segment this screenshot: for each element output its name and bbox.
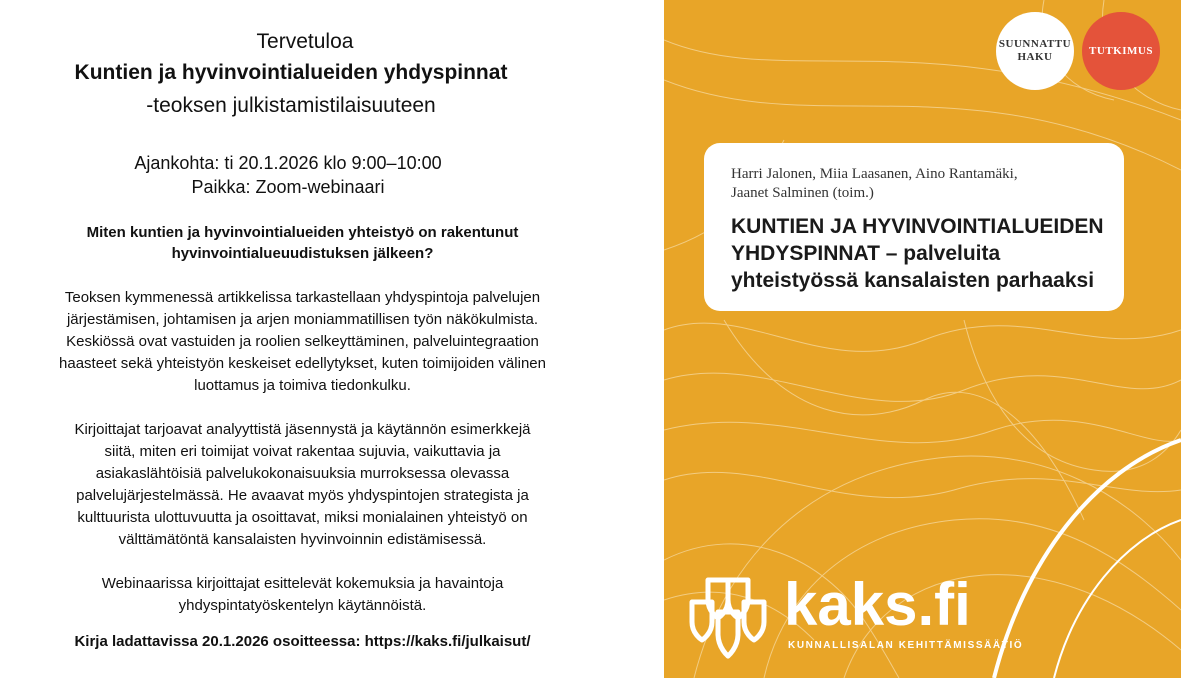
paragraph-2: [0, 419, 605, 551]
book-cover: [664, 0, 1181, 678]
paragraph-line: haasteet sekä yhteistyön keskeiset edellytykset, kuten toimijoiden välinen: [59, 355, 546, 372]
paragraph-line: yhdyspintatyöskentelyn käytännöistä.: [178, 597, 427, 614]
book-title: [731, 213, 1121, 294]
suunnattu-haku-badge: [996, 12, 1074, 90]
paragraph-3: [0, 573, 605, 617]
paragraph-line: välttämätöntä kansalaisten hyvinvoinnin edistämisessä.: [118, 531, 487, 548]
badge-line: SUUNNATTU: [998, 38, 1072, 50]
paragraph-line: luottamus ja toimiva tiedonkulku.: [194, 377, 411, 394]
kaks-logo-text: kaks.fi: [784, 571, 971, 638]
event-place: Paikka: Zoom-webinaari: [191, 177, 385, 197]
paragraph-line: palvelujärjestelmässä. He avaavat myös yhdyspintojen strategista ja: [76, 487, 529, 504]
author-line: Jaanet Salminen (toim.): [731, 185, 874, 201]
paragraph-1: [0, 287, 605, 397]
badge-label: TUTKIMUS: [1089, 44, 1153, 57]
download-link-text[interactable]: Kirja ladattavissa 20.1.2026 osoitteessa: https://kaks.fi/julkaisut/: [74, 633, 531, 650]
event-title: Kuntien ja hyvinvointialueiden yhdyspinnat: [74, 61, 508, 84]
tutkimus-badge: [1082, 12, 1160, 90]
title-card: [704, 143, 1124, 311]
kaks-logo-icon: [688, 572, 778, 662]
lead-question: [0, 222, 605, 264]
paragraph-line: Keskiössä ovat vastuiden ja roolien selkeyttäminen, palveluintegraation: [66, 333, 539, 350]
event-time: Ajankohta: ti 20.1.2026 klo 9:00–10:00: [134, 153, 442, 173]
event-subtitle: -teoksen julkistamistilaisuuteen: [146, 94, 436, 117]
paragraph-line: siitä, miten eri toimijat voivat rakentaa sujuvia, vaikuttavia ja: [104, 443, 501, 460]
paragraph-line: Teoksen kymmenessä artikkelissa tarkastellaan yhdyspintoja palvelujen: [64, 289, 541, 306]
welcome-text: Tervetuloa: [256, 30, 354, 53]
book-title-line: YHDYSPINNAT – palveluita: [731, 242, 1001, 265]
book-title-line: yhteistyössä kansalaisten parhaaksi: [731, 269, 1095, 292]
paragraph-line: Webinaarissa kirjoittajat esittelevät kokemuksia ja havaintoja: [101, 575, 504, 592]
paragraph-line: järjestämisen, johtamisen ja arjen moniammatillisen työn näkökulmista.: [66, 311, 539, 328]
lead-question-line: hyvinvointialueuudistuksen jälkeen?: [171, 245, 434, 262]
author-line: Harri Jalonen, Miia Laasanen, Aino Rantamäki,: [731, 166, 1018, 182]
kaks-logo-subtitle: KUNNALLISALAN KEHITTÄMISSÄÄTIÖ: [788, 640, 1024, 651]
book-title-line: KUNTIEN JA HYVINVOINTIALUEIDEN: [731, 215, 1104, 238]
lead-question-line: Miten kuntien ja hyvinvointialueiden yhteistyö on rakentunut: [86, 224, 519, 241]
paragraph-line: kulttuurista ulottuvuutta ja osoittavat, miksi monialainen yhteistyö on: [77, 509, 528, 526]
book-authors: [731, 165, 1111, 203]
paragraph-line: asiakaslähtöisiä palvelukokonaisuuksia murroksessa olevassa: [95, 465, 510, 482]
paragraph-line: Kirjoittajat tarjoavat analyyttistä jäsennystä ja käytännön esimerkkejä: [74, 421, 531, 438]
badge-line: HAKU: [1017, 51, 1053, 63]
